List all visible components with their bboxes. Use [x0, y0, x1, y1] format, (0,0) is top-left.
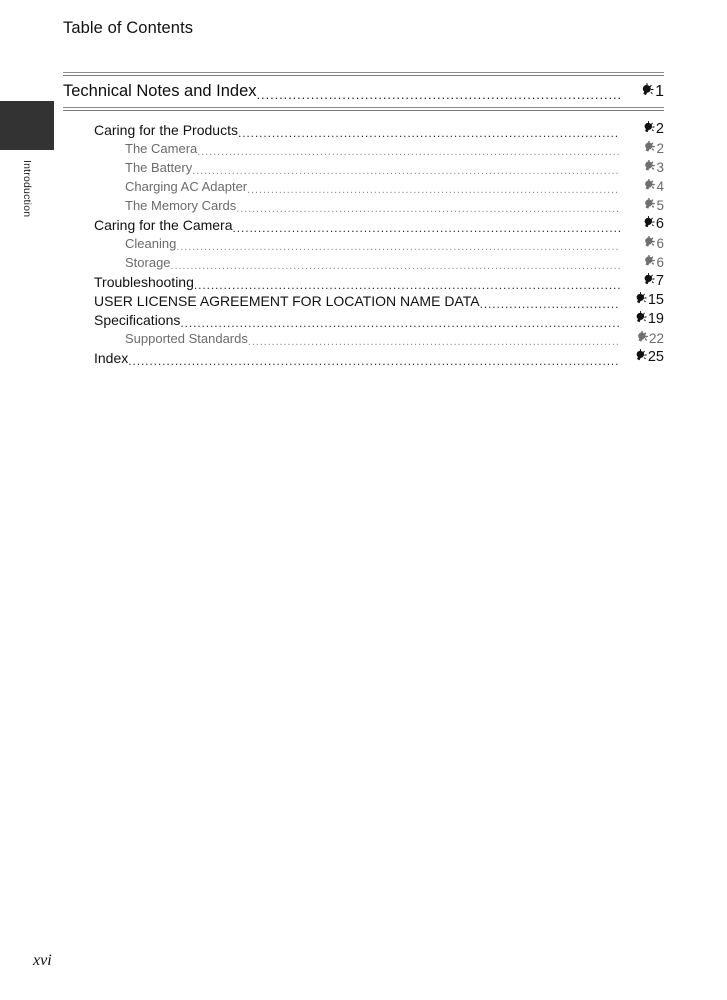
toc-entry-page-number: 22 [648, 330, 664, 346]
toc-entry-pageref [620, 179, 664, 195]
toc-entry-page-number: 5 [656, 197, 664, 213]
dot-leader [247, 179, 620, 195]
toc-entry-pageref [620, 292, 664, 309]
lightbulb-icon [634, 292, 647, 309]
dot-leader [128, 350, 620, 366]
lightbulb-icon [634, 311, 647, 328]
lightbulb-icon [643, 198, 655, 214]
toc-entry-label: Troubleshooting [94, 273, 194, 290]
toc-entry-label: Specifications [94, 311, 181, 328]
lightbulb-icon [642, 273, 655, 290]
toc-entry-row[interactable] [63, 348, 664, 367]
toc-entry-label: Cleaning [125, 236, 177, 251]
toc-section-page-number: 1 [655, 82, 664, 100]
toc-entry-pageref [620, 216, 664, 233]
toc-entry-row[interactable] [63, 329, 664, 348]
toc-entry-row[interactable] [63, 234, 664, 253]
toc-entry-page-number: 19 [647, 311, 664, 328]
toc-entry-row[interactable] [63, 272, 664, 291]
toc-entry-page-number: 25 [647, 349, 664, 366]
toc-entry-page-number: 2 [656, 140, 664, 156]
toc-entry-page-number: 7 [655, 273, 664, 290]
toc-entry-label: Caring for the Products [94, 121, 238, 138]
toc-rule-bottom [63, 107, 664, 111]
page-title: Table of Contents [63, 19, 194, 37]
toc-entry-label: The Camera [125, 141, 198, 156]
toc-entry-page-number: 6 [656, 235, 664, 251]
toc-section-label: Technical Notes and Index [63, 82, 257, 101]
dot-leader [236, 198, 620, 214]
toc-entry-pageref [620, 236, 664, 252]
dot-leader [194, 274, 620, 290]
chapter-tab-label-text: Introduction [21, 160, 33, 218]
toc-entry-pageref [620, 311, 664, 328]
dot-leader [480, 293, 620, 309]
lightbulb-icon [640, 83, 654, 101]
dot-leader [180, 312, 620, 328]
toc-entry-pageref [620, 349, 664, 366]
toc-entry-pageref [620, 160, 664, 176]
toc-section-row[interactable] [63, 76, 664, 107]
toc-entry-page-number: 2 [655, 121, 664, 138]
dot-leader [192, 160, 620, 176]
chapter-thumb-tab [0, 101, 54, 150]
page-number-folio: xvi [33, 952, 52, 969]
dot-leader [248, 331, 620, 347]
toc-entry-pageref [620, 273, 664, 290]
toc-entry-page-number: 15 [647, 292, 664, 309]
toc-entry-list [63, 120, 664, 367]
toc-entry-row[interactable] [63, 310, 664, 329]
toc-entry-page-number: 6 [655, 216, 664, 233]
toc-entry-label: Index [94, 349, 129, 366]
toc-spacer [63, 111, 664, 120]
toc-entry-pageref [620, 255, 664, 271]
toc-entry-label: Caring for the Camera [94, 216, 233, 233]
toc-entry-label: The Battery [125, 160, 193, 175]
toc-entry-label: USER LICENSE AGREEMENT FOR LOCATION NAME DATA [94, 292, 480, 309]
lightbulb-icon [634, 349, 647, 366]
toc-entry-row[interactable] [63, 291, 664, 310]
toc-entry-row[interactable] [63, 253, 664, 272]
dot-leader [176, 236, 620, 252]
toc-entry-pageref [620, 121, 664, 138]
lightbulb-icon [636, 331, 648, 347]
toc-rule-top [63, 72, 664, 76]
lightbulb-icon [642, 216, 655, 233]
toc-entry-row[interactable] [63, 177, 664, 196]
toc-entry-pageref [620, 331, 664, 347]
dot-leader [197, 141, 620, 157]
toc-entry-row[interactable] [63, 120, 664, 139]
toc-entry-row[interactable] [63, 139, 664, 158]
lightbulb-icon [643, 236, 655, 252]
dot-leader [171, 255, 620, 271]
toc-entry-label: Supported Standards [125, 331, 248, 346]
toc-entry-row[interactable] [63, 196, 664, 215]
toc-entry-pageref [620, 141, 664, 157]
toc-entry-label: Storage [125, 255, 171, 270]
dot-leader [233, 217, 620, 233]
toc-entry-page-number: 6 [656, 254, 664, 270]
lightbulb-icon [642, 121, 655, 138]
dot-leader [257, 84, 620, 100]
toc-section-pageref [620, 83, 664, 101]
toc-entry-pageref [620, 198, 664, 214]
toc-entry-page-number: 4 [656, 178, 664, 194]
lightbulb-icon [643, 179, 655, 195]
toc-entry-label: The Memory Cards [125, 198, 237, 213]
toc-entry-row[interactable] [63, 215, 664, 234]
lightbulb-icon [643, 160, 655, 176]
lightbulb-icon [643, 255, 655, 271]
dot-leader [238, 122, 620, 138]
toc-entry-row[interactable] [63, 158, 664, 177]
toc-entry-label: Charging AC Adapter [125, 179, 248, 194]
lightbulb-icon [643, 141, 655, 157]
toc-entry-page-number: 3 [656, 159, 664, 175]
chapter-tab-label [0, 160, 54, 280]
table-of-contents [63, 72, 664, 367]
